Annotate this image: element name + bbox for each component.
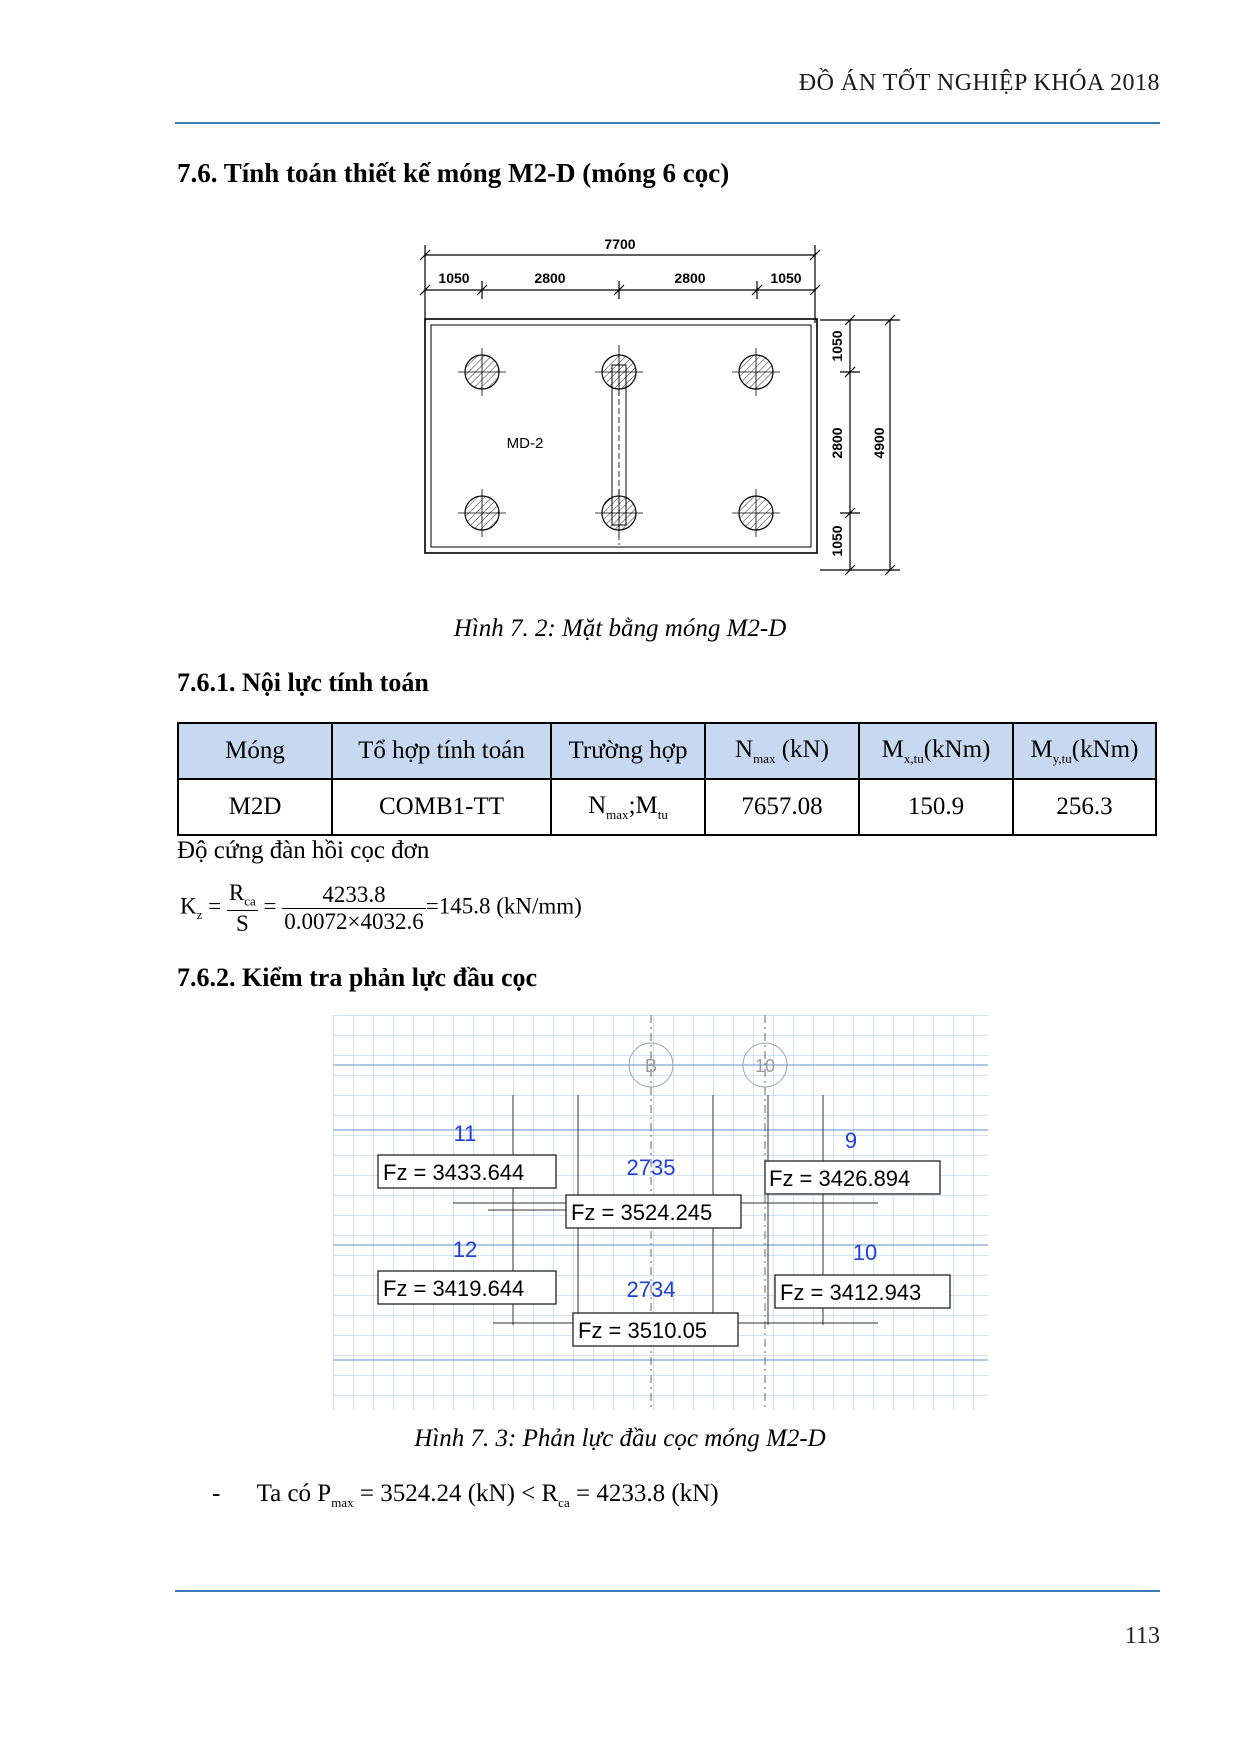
col-header-to-hop: Tổ hợp tính toán xyxy=(332,723,551,779)
pile-id-2735: 2735 xyxy=(626,1155,676,1180)
page-number: 113 xyxy=(1124,1623,1160,1649)
dim-seg-right-2: 2800 xyxy=(829,427,845,459)
cell-to-hop: COMB1-TT xyxy=(332,779,551,835)
dim-seg-top-2: 2800 xyxy=(534,270,566,286)
dim-total-right: 4900 xyxy=(871,427,887,459)
foundation-plan-drawing xyxy=(410,225,910,585)
cell-mx: 150.9 xyxy=(859,779,1013,835)
col-header-mong: Móng xyxy=(178,723,332,779)
bullet-dash: - xyxy=(212,1480,221,1507)
fz-value-2735: Fz = 3524.245 xyxy=(571,1200,713,1225)
footer-rule xyxy=(175,1590,1160,1592)
dim-seg-top-4: 1050 xyxy=(770,270,802,286)
pile-reaction-diagram xyxy=(333,1015,988,1410)
dim-seg-top-3: 2800 xyxy=(674,270,706,286)
table-header-row xyxy=(178,723,1156,779)
cell-truong-hop: $N_{max};M_{tu}$ xyxy=(551,779,705,835)
pile-id-2734: 2734 xyxy=(626,1277,676,1302)
fz-value-9: Fz = 3426.894 xyxy=(769,1166,911,1191)
col-header-mx: $M_{x,tu}(kNm)$ xyxy=(859,723,1013,779)
col-header-nmax: $N_{max}$ (kN) xyxy=(705,723,859,779)
fz-value-2734: Fz = 3510.05 xyxy=(578,1318,708,1343)
dim-seg-right-1: 1050 xyxy=(829,330,845,362)
pile-id-9: 9 xyxy=(844,1128,858,1153)
pile-cap-label: MD-2 xyxy=(506,435,544,452)
fz-value-11: Fz = 3433.644 xyxy=(383,1160,525,1185)
pile-id-12: 12 xyxy=(452,1237,478,1262)
dim-total-top: 7700 xyxy=(604,236,636,252)
header-rule xyxy=(175,122,1160,124)
stiffness-text: Độ cứng đàn hồi cọc đơn xyxy=(177,837,430,864)
pile-id-10: 10 xyxy=(852,1240,878,1265)
subsection2-title: 7.6.2. Kiểm tra phản lực đầu cọc xyxy=(177,963,538,992)
figure1-caption: Hình 7. 2: Mặt bằng móng M2-D xyxy=(453,615,787,642)
fz-value-10: Fz = 3412.943 xyxy=(780,1280,922,1305)
dim-seg-right-3: 1050 xyxy=(829,525,845,557)
cell-nmax: 7657.08 xyxy=(705,779,859,835)
internal-forces-table xyxy=(177,722,1157,836)
table-row xyxy=(178,779,1156,835)
col-header-truong-hop: Trường hợp xyxy=(551,723,705,779)
col-header-my: $M_{y,tu}(kNm)$ xyxy=(1013,723,1156,779)
axis-label-b: B xyxy=(644,1056,658,1076)
fz-value-12: Fz = 3419.644 xyxy=(383,1276,525,1301)
dim-seg-top-1: 1050 xyxy=(438,270,470,286)
cell-my: 256.3 xyxy=(1013,779,1156,835)
cell-mong: M2D xyxy=(178,779,332,835)
section-title: 7.6. Tính toán thiết kế móng M2-D (móng 6 cọc) xyxy=(177,158,730,188)
figure2-caption: Hình 7. 3: Phản lực đầu cọc móng M2-D xyxy=(414,1425,826,1452)
header-title: ĐỒ ÁN TỐT NGHIỆP KHÓA 2018 xyxy=(798,70,1160,96)
stiffness-formula: $K_z$ = $\frac{R_{ca}}{S}$ = $\frac{4233.8}{0.0072\times 4032.6}$ =145.8 (kN/mm) xyxy=(180,880,582,936)
pile-id-11: 11 xyxy=(453,1121,477,1146)
check-line: - Ta có $P_{max} = 3524.24$ $(kN) < R_{ca} = 4233.8$ (kN) xyxy=(212,1480,719,1510)
subsection1-title: 7.6.1. Nội lực tính toán xyxy=(177,668,429,697)
axis-label-10: 10 xyxy=(754,1056,776,1076)
